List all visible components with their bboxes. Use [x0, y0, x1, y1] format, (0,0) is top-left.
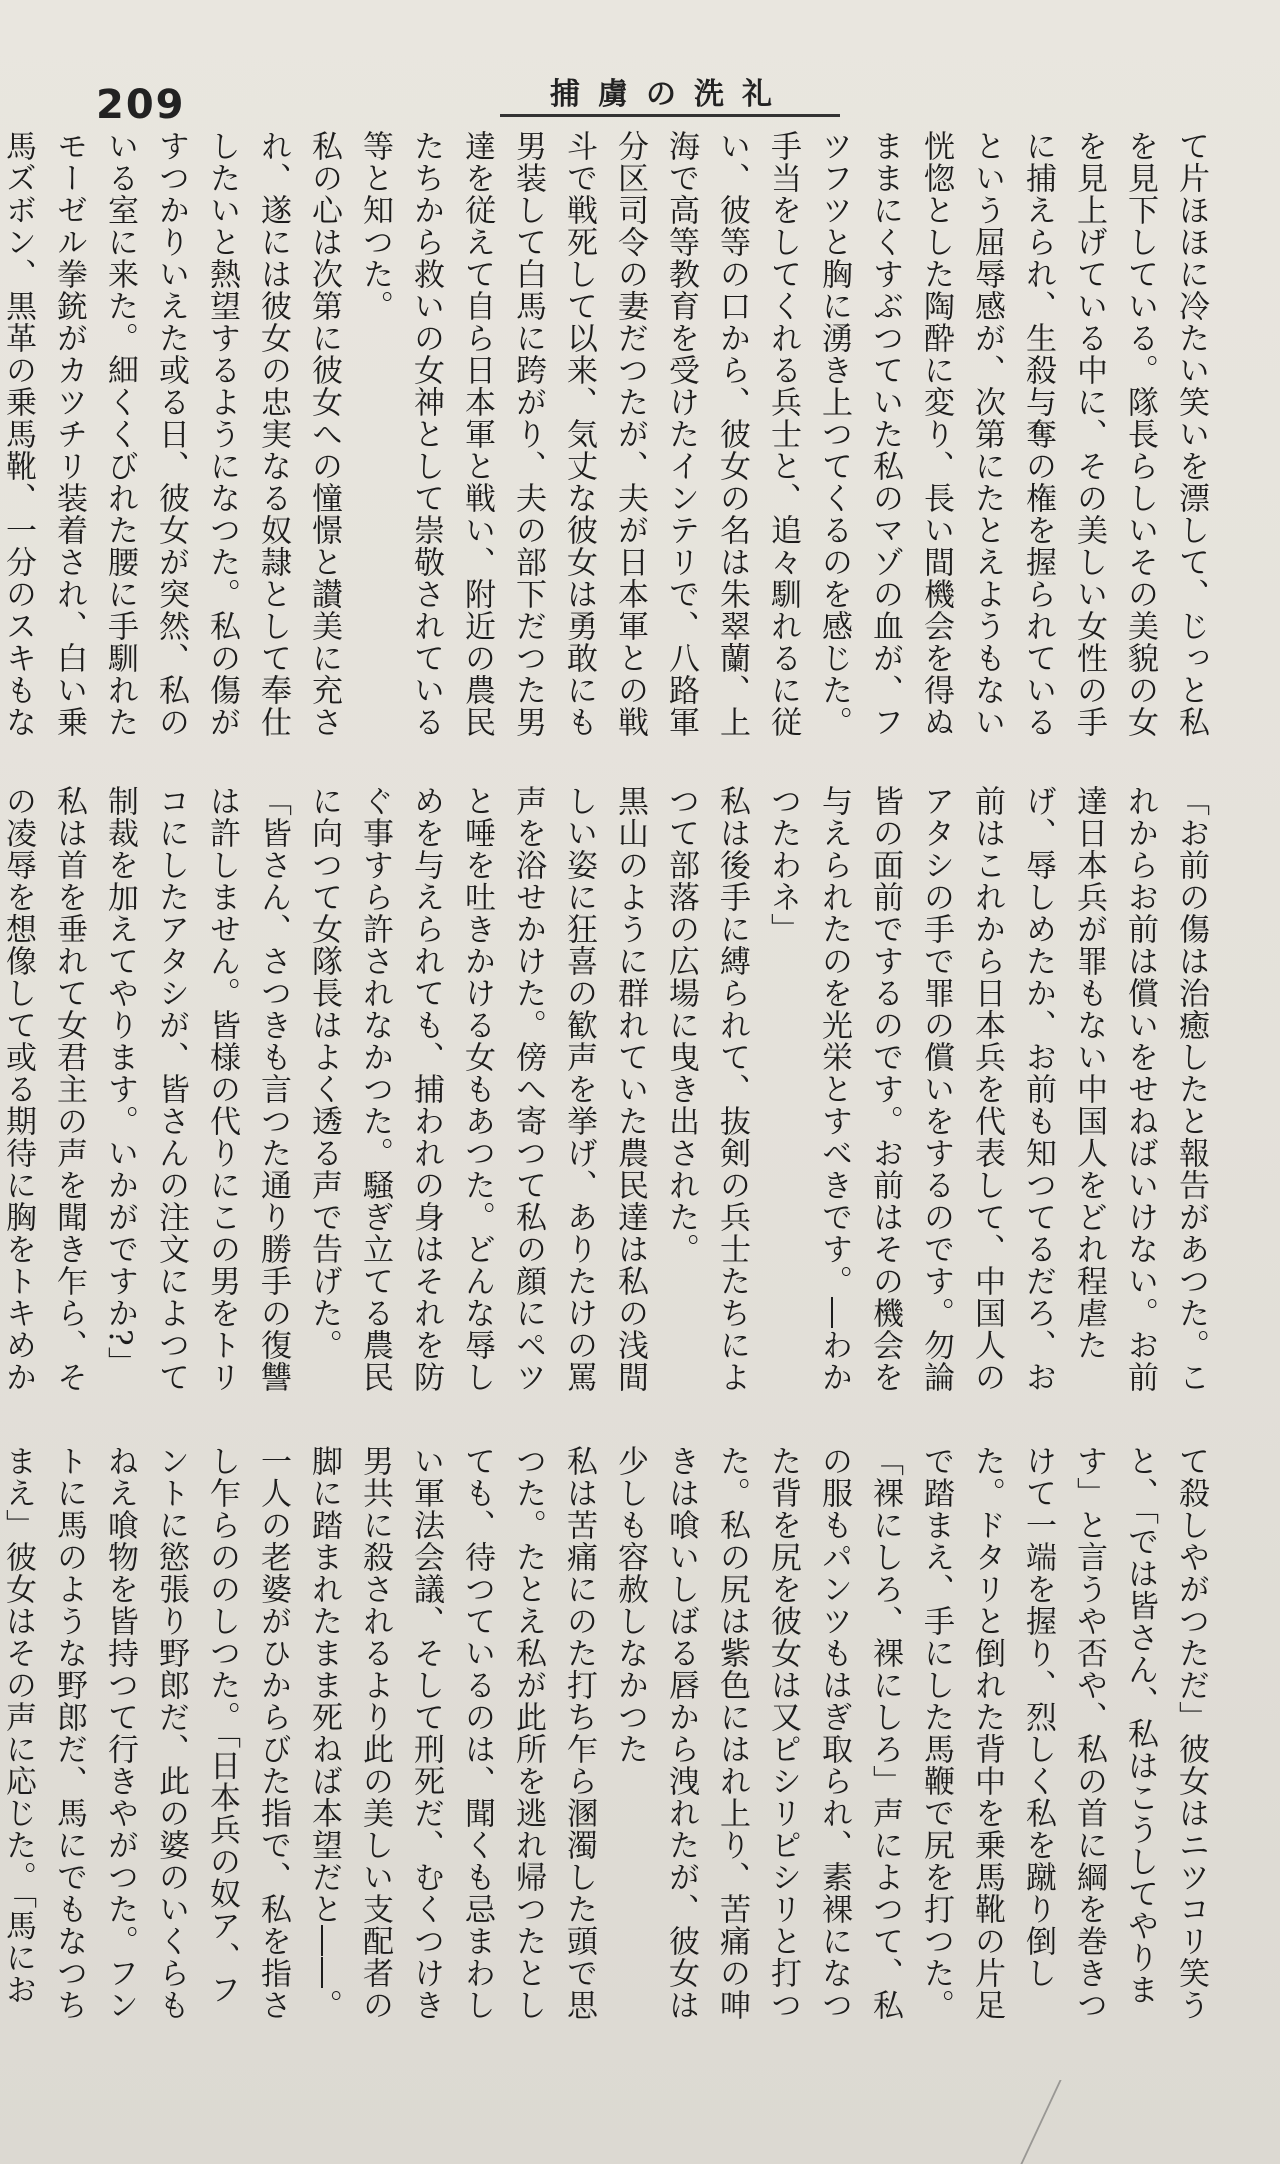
page-crease — [1020, 2080, 1121, 2164]
paragraph: て殺しやがつただ」彼女はニツコリ笑うと、「では皆さん、私はこうしてやります」と言うや否や、私の首に綱を巻きつけて一端を握り、烈しく私を蹴り倒した。ドタリと倒れた背中を乗馬靴の片足で踏まえ、手にした馬鞭で尻を打つた。 — [918, 1445, 1209, 2021]
paragraph: 黒山のように群れていた農民達は私の浅間しい姿に狂喜の歓声を挙げ、ありたけの罵声を浴せかけた。傍へ寄つて私の顔にペツと唾を吐きかける女もあつた。どんな辱しめを与えられても、捕われの身はそれを防ぐ事すら許されなかつた。騒ぎ立てる農民に向つて女隊長はよく透る声で告げた。 — [306, 785, 648, 1393]
paragraph: 私の心は次第に彼女への憧憬と讃美に充され、遂には彼女の忠実なる奴隷として奉仕したいと熱望するようになつた。私の傷がすつかりいえた或る日、彼女が突然、私のいる室に来た。細くくびれた腰に手馴れたモーゼル拳銃がカツチリ装着され、白い乗馬ズボン、黒革の乗馬靴、一分のスキもな — [0, 130, 342, 738]
paragraph: 私は苦痛にのた打ち乍ら溷濁した頭で思つた。たとえ私が此所を逃れ帰つたとしても、待つているのは、聞くも忌まわしい軍法会議、そして刑死だ、むくつけき男共に殺されるより此の美しい支配者の脚に踏まれたまま死ねば本望だと――。 — [306, 1445, 597, 2021]
paragraph: て片ほほに冷たい笑いを漂して、じっと私を見下している。隊長らしいその美貌の女を見上げている中に、その美しい女性の手に捕えられ、生殺与奪の権を握られているという屈辱感が、次第にたとえようもない恍惚とした陶酔に変り、長い間機会を得ぬままにくすぶつていた私のマゾの血が、フツフツと胸に湧き上つてくるのを感じた。 — [816, 130, 1209, 738]
paragraph: 「皆さん、さつきも言つた通り勝手の復讐は許しません。皆様の代りにこの男をトリコにしたアタシが、皆さんの注文によつて制裁を加えてやります。いかがですか?」 — [102, 785, 291, 1393]
paragraph: 「お前の傷は治癒したと報告があつた。これからお前は償いをせねばいけない。お前達日本兵が罪もない中国人をどれ程虐たげ、辱しめたか、お前も知つてるだろ、お前はこれから日本兵を代表して、中国人のアタシの手で罪の償いをするのです。勿論皆の面前でするのです。お前はその機会を与えられたのを光栄とすべきです。―わかつたわネ」 — [765, 785, 1209, 1393]
text-block-bottom — [0, 1445, 1216, 2035]
paragraph: 一人の老婆がひからびた指で、私を指さし乍らののしつた。「日本兵の奴ア、フントに慾張り野郎だ、此の婆のいくらもねえ喰物を皆持つて行きやがつた。フントに馬のような野郎だ、馬にでもなつちまえ」彼女はその声に応じた。「馬にお — [0, 1445, 291, 2021]
page-number: 209 — [96, 82, 186, 128]
running-title: 捕虜の洗礼 — [500, 68, 840, 117]
text-block-middle — [0, 785, 1216, 1405]
text-block-top — [0, 130, 1216, 750]
paragraph: 「裸にしろ、裸にしろ」声によつて、私の服もパンツもはぎ取られ、素裸になつた背を尻を彼女は又ピシリピシリと打つた。私の尻は紫色にはれ上り、苦痛の呻きは喰いしばる唇から洩れたが、彼女は少しも容赦しなかつた — [612, 1445, 903, 2021]
paragraph: 私は首を垂れて女君主の声を聞き乍ら、その凌辱を想像して或る期待に胸をトキめか — [0, 785, 87, 1393]
paragraph: 手当をしてくれる兵士と、追々馴れるに従い、彼等の口から、彼女の名は朱翠蘭、上海で高等教育を受けたインテリで、八路軍分区司令の妻だつたが、夫が日本軍との戦斗で戦死して以来、気丈な彼女は勇敢にも男装して白馬に跨がり、夫の部下だつた男達を従えて自ら日本軍と戦い、附近の農民たちから救いの女神として崇敬されている等と知つた。 — [357, 130, 801, 738]
paragraph: 私は後手に縛られて、抜剣の兵士たちによつて部落の広場に曳き出された。 — [663, 785, 750, 1393]
